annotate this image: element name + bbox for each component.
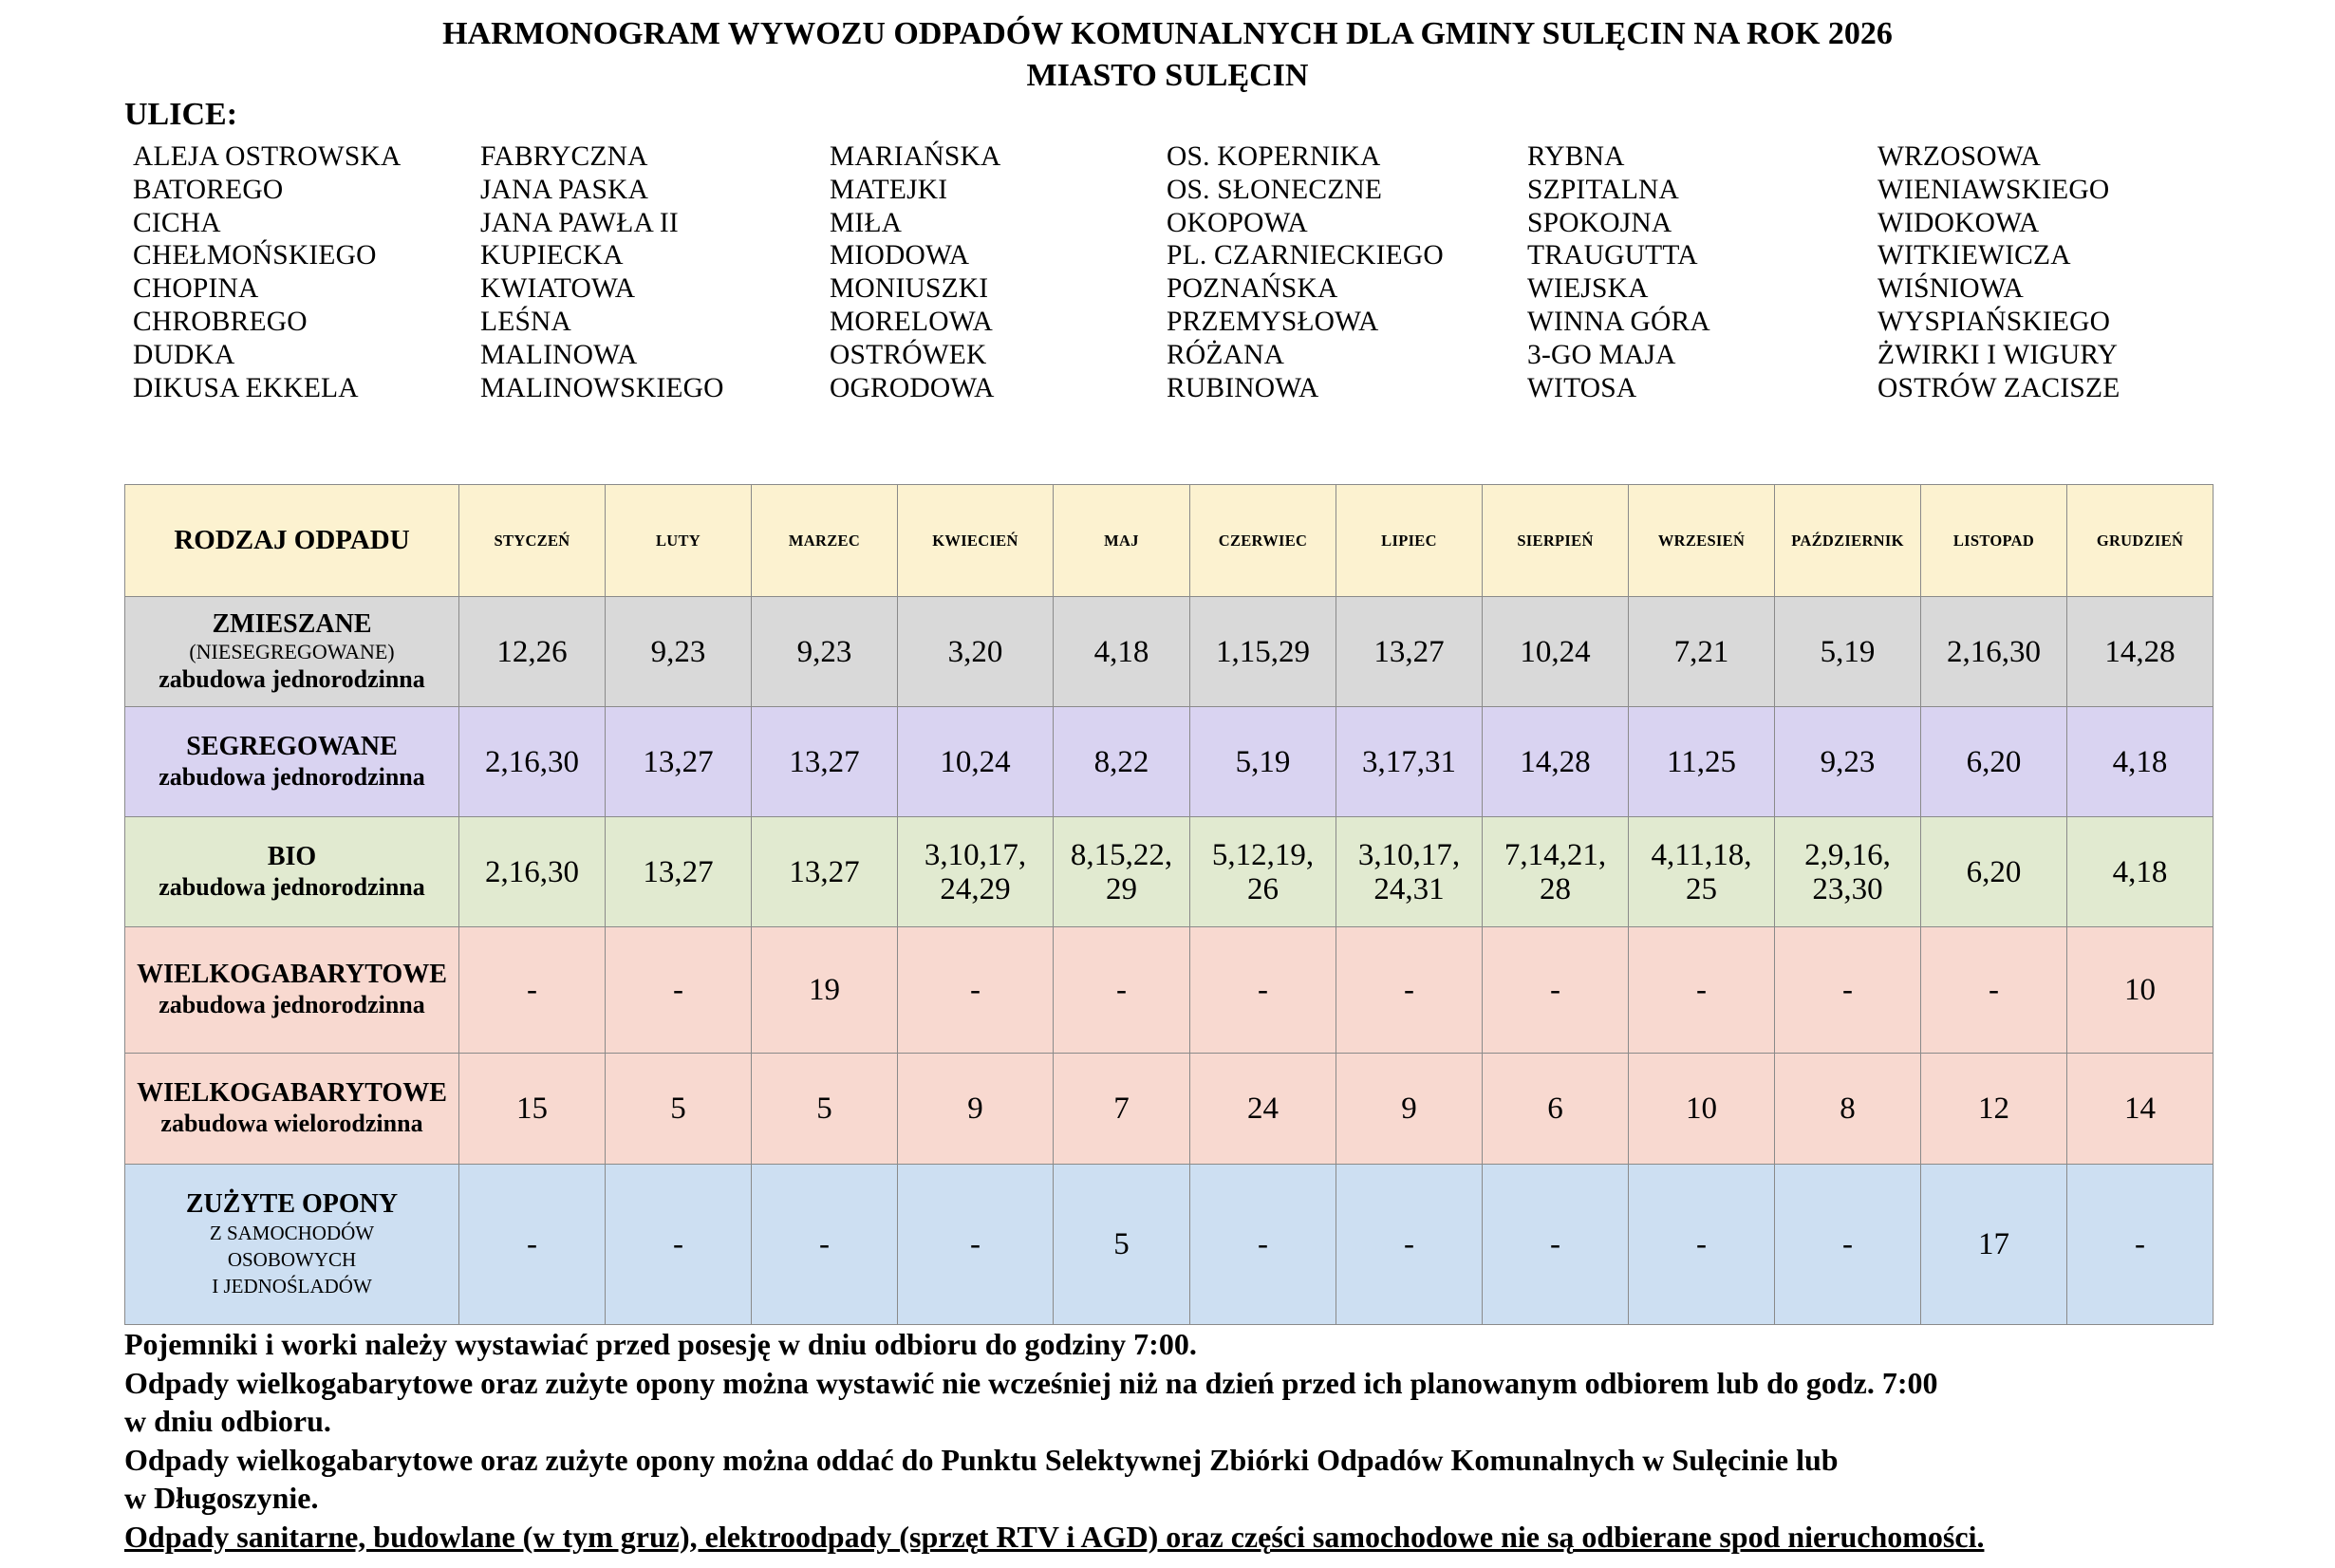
month-header	[1483, 485, 1629, 597]
collection-dates: -	[970, 973, 981, 1007]
collection-dates: 4,18	[2112, 744, 2168, 779]
collection-dates: 4,18	[1093, 634, 1149, 669]
collection-dates: 14,28	[1520, 744, 1591, 779]
collection-dates: 13,27	[643, 854, 714, 889]
table-row	[125, 927, 2214, 1054]
collection-dates-cell	[1921, 1054, 2067, 1165]
collection-dates-cell	[1921, 707, 2067, 817]
collection-dates-cell	[1775, 817, 1921, 927]
collection-dates-cell	[459, 707, 606, 817]
waste-type-cell	[125, 597, 459, 707]
collection-dates: 13,27	[1373, 634, 1445, 669]
collection-dates-cell	[2067, 927, 2214, 1054]
collection-dates-cell	[1054, 817, 1190, 927]
collection-dates: 28	[1540, 871, 1571, 906]
street-name: ALEJA OSTROWSKA	[133, 141, 402, 172]
collection-dates-cell	[1190, 1165, 1336, 1325]
street-name: ŻWIRKI I WIGURY	[1877, 339, 2119, 370]
collection-dates-cell	[1336, 707, 1483, 817]
collection-dates-cell	[459, 817, 606, 927]
collection-dates-cell	[1775, 707, 1921, 817]
collection-dates: -	[1550, 1227, 1560, 1261]
waste-type-cell	[125, 1165, 459, 1325]
collection-dates: 12,26	[496, 634, 568, 669]
collection-dates: 24	[1247, 1092, 1279, 1126]
collection-dates: 7,14,21,	[1504, 837, 1607, 872]
collection-dates-cell	[1921, 597, 2067, 707]
collection-dates: 5,12,19,	[1211, 837, 1315, 872]
collection-dates: 2,16,30	[1947, 634, 2041, 669]
street-name: OKOPOWA	[1167, 207, 1308, 238]
collection-dates: 15	[516, 1092, 548, 1126]
street-name: KWIATOWA	[480, 273, 636, 305]
collection-dates: 19	[809, 973, 840, 1007]
collection-dates: 3,10,17,	[1357, 837, 1461, 872]
waste-type-qualifier: (NIESEGREGOWANE)	[189, 639, 395, 663]
street-name: WIDOKOWA	[1877, 207, 2040, 238]
building-type: zabudowa jednorodzinna	[159, 762, 425, 791]
collection-dates-cell	[606, 597, 752, 707]
street-name: JANA PAWŁA II	[480, 207, 679, 238]
collection-dates: 1,15,29	[1216, 634, 1310, 669]
collection-dates-cell	[1629, 597, 1775, 707]
collection-dates: 14,28	[2104, 634, 2176, 669]
collection-dates: 26	[1247, 871, 1279, 906]
streets-heading: ULICE:	[124, 97, 238, 132]
collection-dates: 12	[1978, 1092, 2009, 1126]
collection-dates: -	[1116, 973, 1127, 1007]
collection-dates: 2,16,30	[485, 854, 579, 889]
street-name: SZPITALNA	[1527, 174, 1680, 205]
waste-type-header-label: RODZAJ ODPADU	[174, 525, 410, 555]
waste-type-detail: I JEDNOŚLADÓW	[212, 1275, 372, 1297]
collection-dates: -	[1258, 1227, 1268, 1261]
note-pszok: Odpady wielkogabarytowe oraz zużyte opony można oddać do Punktu Selektywnej Zbiórki Odpadów Komunalnych w Sulęcinie lub w Długoszynie.	[124, 1442, 1839, 1515]
collection-dates-cell	[1054, 597, 1190, 707]
notes	[124, 1325, 2213, 1556]
street-name: MORELOWA	[830, 306, 994, 337]
street-name: WIENIAWSKIEGO	[1877, 174, 2110, 205]
collection-dates: 13,27	[789, 744, 860, 779]
collection-dates-cell	[1190, 1054, 1336, 1165]
collection-dates-cell	[1483, 597, 1629, 707]
waste-type-name: WIELKOGABARYTOWE	[137, 960, 447, 989]
table-row	[125, 597, 2214, 707]
month-label: LUTY	[655, 531, 701, 550]
street-name: RÓŻANA	[1167, 339, 1285, 370]
month-header	[1629, 485, 1775, 597]
collection-dates-cell	[459, 597, 606, 707]
collection-dates-cell	[606, 927, 752, 1054]
collection-dates-cell	[1054, 707, 1190, 817]
street-column	[1877, 140, 2120, 404]
street-column	[480, 140, 724, 404]
collection-dates: -	[1404, 1227, 1414, 1261]
document-title: HARMONOGRAM WYWOZU ODPADÓW KOMUNALNYCH DLA GMINY SULĘCIN NA ROK 2026	[442, 16, 1893, 51]
collection-dates-cell	[1190, 597, 1336, 707]
street-name: WITKIEWICZA	[1877, 240, 2071, 271]
street-name: WIEJSKA	[1527, 273, 1649, 305]
collection-dates: 29	[1106, 871, 1137, 906]
collection-dates-cell	[2067, 707, 2214, 817]
street-name: MARIAŃSKA	[830, 141, 1001, 172]
collection-dates: 9,23	[1820, 744, 1876, 779]
collection-dates: 3,20	[947, 634, 1003, 669]
collection-dates-cell	[752, 927, 898, 1054]
collection-dates-cell	[1629, 707, 1775, 817]
collection-dates-cell	[459, 1165, 606, 1325]
street-column	[133, 140, 401, 404]
collection-dates: -	[673, 1227, 683, 1261]
collection-dates: 9	[967, 1092, 983, 1126]
collection-dates-cell	[2067, 817, 2214, 927]
collection-dates: -	[819, 1227, 830, 1261]
street-name: MIODOWA	[830, 240, 970, 271]
collection-dates: -	[1842, 1227, 1853, 1261]
street-name: WINNA GÓRA	[1527, 306, 1710, 337]
collection-dates-cell	[898, 597, 1054, 707]
collection-dates-cell	[1190, 927, 1336, 1054]
month-header	[1921, 485, 2067, 597]
collection-dates-cell	[1775, 1165, 1921, 1325]
collection-dates-cell	[1483, 707, 1629, 817]
month-label: MARZEC	[788, 531, 861, 550]
street-column	[830, 140, 1000, 404]
collection-dates: 24,29	[940, 871, 1011, 906]
street-name: JANA PASKA	[480, 174, 649, 205]
note-bins: Pojemniki i worki należy wystawiać przed posesję w dniu odbioru do godziny 7:00.	[124, 1327, 1197, 1361]
collection-dates: 3,10,17,	[924, 837, 1027, 872]
collection-dates-cell	[2067, 1165, 2214, 1325]
month-label: SIERPIEŃ	[1517, 531, 1594, 550]
collection-dates-cell	[606, 1165, 752, 1325]
street-name: OS. SŁONECZNE	[1167, 174, 1383, 205]
street-name: KUPIECKA	[480, 240, 624, 271]
collection-dates: 9,23	[796, 634, 852, 669]
collection-schedule-table	[124, 484, 2214, 1325]
collection-dates: -	[527, 973, 537, 1007]
street-name: MALINOWA	[480, 339, 638, 370]
building-type: zabudowa jednorodzinna	[159, 991, 425, 1018]
collection-dates-cell	[752, 817, 898, 927]
table-row	[125, 1054, 2214, 1165]
collection-dates: 10,24	[940, 744, 1011, 779]
street-name: SPOKOJNA	[1527, 207, 1672, 238]
street-name: CHEŁMOŃSKIEGO	[133, 240, 377, 271]
collection-dates: 23,30	[1812, 871, 1883, 906]
month-label: STYCZEŃ	[494, 531, 570, 550]
waste-type-cell	[125, 927, 459, 1054]
table-row	[125, 1165, 2214, 1325]
waste-type-cell	[125, 1054, 459, 1165]
street-name: POZNAŃSKA	[1167, 273, 1338, 305]
street-name: OGRODOWA	[830, 372, 995, 403]
street-name: FABRYCZNA	[480, 141, 648, 172]
street-name: OSTRÓWEK	[830, 339, 987, 370]
collection-dates-cell	[606, 1054, 752, 1165]
month-header	[2067, 485, 2214, 597]
street-name: CICHA	[133, 207, 221, 238]
collection-dates: 24,31	[1373, 871, 1445, 906]
street-name: RUBINOWA	[1167, 372, 1319, 403]
month-label: MAJ	[1104, 531, 1139, 550]
collection-dates-cell	[1336, 927, 1483, 1054]
waste-type-cell	[125, 707, 459, 817]
street-name: CHOPINA	[133, 273, 259, 305]
collection-dates-cell	[1483, 1165, 1629, 1325]
collection-dates: 9	[1401, 1092, 1417, 1126]
collection-dates: -	[1989, 973, 1999, 1007]
collection-dates-cell	[1190, 817, 1336, 927]
collection-dates: 10	[1686, 1092, 1717, 1126]
collection-dates-cell	[898, 1054, 1054, 1165]
month-label: KWIECIEŃ	[932, 531, 1018, 550]
collection-dates: -	[673, 973, 683, 1007]
collection-dates-cell	[898, 817, 1054, 927]
table-row	[125, 817, 2214, 927]
collection-dates-cell	[898, 927, 1054, 1054]
waste-type-detail: Z SAMOCHODÓW	[209, 1222, 375, 1244]
collection-dates-cell	[1921, 927, 2067, 1054]
collection-dates-cell	[606, 707, 752, 817]
collection-dates-cell	[1921, 1165, 2067, 1325]
street-column	[1167, 140, 1444, 404]
collection-dates: 10,24	[1520, 634, 1591, 669]
collection-dates: -	[1258, 973, 1268, 1007]
waste-type-detail: OSOBOWYCH	[227, 1248, 357, 1271]
collection-dates: 5	[816, 1092, 832, 1126]
collection-dates: 4,18	[2112, 854, 2168, 889]
month-label: LISTOPAD	[1952, 531, 2035, 550]
collection-dates-cell	[752, 1054, 898, 1165]
street-name: WIŚNIOWA	[1877, 273, 2024, 305]
collection-dates: 5	[670, 1092, 686, 1126]
collection-dates: 8	[1840, 1092, 1856, 1126]
collection-dates: -	[2135, 1227, 2145, 1261]
month-label: PAŹDZIERNIK	[1791, 531, 1904, 550]
collection-dates: 6,20	[1966, 854, 2022, 889]
waste-type-name: ZUŻYTE OPONY	[185, 1189, 399, 1219]
month-header	[1054, 485, 1190, 597]
collection-dates-cell	[1054, 1165, 1190, 1325]
street-column	[1527, 140, 1710, 404]
collection-dates-cell	[898, 1165, 1054, 1325]
month-header	[752, 485, 898, 597]
note-bulky-placement: Odpady wielkogabarytowe oraz zużyte opony można wystawić nie wcześniej niż na dzień przed ich planowanym odbiorem lub do godz. 7:00 w dniu odbioru.	[124, 1365, 1938, 1438]
month-header	[606, 485, 752, 597]
collection-dates-cell	[2067, 597, 2214, 707]
collection-dates: 8,15,22,	[1070, 837, 1173, 872]
collection-dates-cell	[1190, 707, 1336, 817]
collection-dates-cell	[1054, 927, 1190, 1054]
collection-dates: -	[1696, 1227, 1707, 1261]
street-name: WYSPIAŃSKIEGO	[1877, 306, 2111, 337]
collection-dates: -	[1404, 973, 1414, 1007]
month-header	[1336, 485, 1483, 597]
collection-dates: -	[527, 1227, 537, 1261]
collection-dates: 13,27	[789, 854, 860, 889]
street-name: OS. KOPERNIKA	[1167, 141, 1381, 172]
month-header	[1775, 485, 1921, 597]
street-name: WRZOSOWA	[1877, 141, 2042, 172]
collection-dates: 4,11,18,	[1651, 837, 1752, 872]
street-name: PRZEMYSŁOWA	[1167, 306, 1379, 337]
collection-dates: 7	[1113, 1092, 1130, 1126]
waste-type-name: WIELKOGABARYTOWE	[137, 1078, 447, 1108]
table-row	[125, 707, 2214, 817]
collection-dates: 17	[1978, 1227, 2009, 1261]
collection-dates: -	[1842, 973, 1853, 1007]
collection-dates-cell	[1483, 927, 1629, 1054]
collection-dates: 5	[1113, 1227, 1130, 1261]
waste-type-header	[125, 485, 459, 597]
table-header-row	[125, 485, 2214, 597]
collection-dates-cell	[1483, 1054, 1629, 1165]
collection-dates: 7,21	[1673, 634, 1729, 669]
collection-dates-cell	[1775, 927, 1921, 1054]
collection-dates: 10	[2124, 973, 2156, 1007]
waste-type-name: ZMIESZANE	[212, 608, 372, 639]
document-subtitle: MIASTO SULĘCIN	[1026, 58, 1309, 93]
collection-dates-cell	[1921, 817, 2067, 927]
street-name: MALINOWSKIEGO	[480, 372, 724, 403]
collection-dates: 9,23	[650, 634, 706, 669]
waste-type-name: BIO	[267, 841, 317, 871]
month-header	[1190, 485, 1336, 597]
collection-dates-cell	[1336, 1165, 1483, 1325]
month-label: GRUDZIEŃ	[2096, 531, 2184, 550]
waste-type-name: SEGREGOWANE	[186, 731, 398, 761]
collection-dates-cell	[1629, 1054, 1775, 1165]
building-type: zabudowa jednorodzinna	[159, 664, 425, 693]
collection-dates: 6	[1547, 1092, 1563, 1126]
collection-dates: -	[1550, 973, 1560, 1007]
collection-dates-cell	[1336, 1054, 1483, 1165]
building-type: zabudowa jednorodzinna	[159, 872, 425, 901]
collection-dates-cell	[606, 817, 752, 927]
collection-dates: 14	[2124, 1092, 2156, 1126]
collection-dates-cell	[752, 707, 898, 817]
collection-dates-cell	[1775, 597, 1921, 707]
collection-dates: 6,20	[1966, 744, 2022, 779]
street-name: CHROBREGO	[133, 306, 308, 337]
street-name: PL. CZARNIECKIEGO	[1167, 240, 1444, 271]
collection-dates-cell	[1629, 817, 1775, 927]
street-name: LEŚNA	[480, 306, 572, 337]
collection-dates-cell	[752, 1165, 898, 1325]
collection-dates: -	[1696, 973, 1707, 1007]
collection-dates-cell	[1336, 597, 1483, 707]
month-label: CZERWIEC	[1218, 531, 1308, 550]
collection-dates-cell	[898, 707, 1054, 817]
month-label: LIPIEC	[1381, 531, 1437, 550]
street-name: MONIUSZKI	[830, 273, 989, 305]
collection-dates-cell	[1775, 1054, 1921, 1165]
street-name: TRAUGUTTA	[1527, 240, 1698, 271]
collection-dates-cell	[1629, 927, 1775, 1054]
collection-dates-cell	[2067, 1054, 2214, 1165]
street-name: DIKUSA EKKELA	[133, 372, 359, 403]
street-name: 3-GO MAJA	[1527, 339, 1676, 370]
collection-dates: 8,22	[1093, 744, 1149, 779]
collection-dates: 2,16,30	[485, 744, 579, 779]
waste-type-cell	[125, 817, 459, 927]
collection-dates-cell	[459, 927, 606, 1054]
collection-dates: 11,25	[1666, 744, 1737, 779]
collection-dates-cell	[1054, 1054, 1190, 1165]
collection-dates: 2,9,16,	[1804, 837, 1891, 872]
month-header	[898, 485, 1054, 597]
street-name: MATEJKI	[830, 174, 948, 205]
collection-dates: 13,27	[643, 744, 714, 779]
street-name: OSTRÓW ZACISZE	[1877, 372, 2120, 403]
collection-dates: 25	[1686, 871, 1717, 906]
collection-dates-cell	[1629, 1165, 1775, 1325]
collection-dates: -	[970, 1227, 981, 1261]
collection-dates-cell	[752, 597, 898, 707]
month-header	[459, 485, 606, 597]
collection-dates-cell	[459, 1054, 606, 1165]
collection-dates-cell	[1483, 817, 1629, 927]
building-type: zabudowa wielorodzinna	[160, 1110, 423, 1137]
street-name: MIŁA	[830, 207, 903, 238]
street-name: RYBNA	[1527, 141, 1625, 172]
street-name: DUDKA	[133, 339, 235, 370]
collection-dates: 5,19	[1235, 744, 1291, 779]
street-name: BATOREGO	[133, 174, 284, 205]
collection-dates-cell	[1336, 817, 1483, 927]
street-name: WITOSA	[1527, 372, 1637, 403]
collection-dates: 5,19	[1820, 634, 1876, 669]
note-not-collected: Odpady sanitarne, budowlane (w tym gruz), elektroodpady (sprzęt RTV i AGD) oraz części samochodowe nie są odbierane spod nieruchomości.	[124, 1519, 1985, 1554]
collection-dates: 3,17,31	[1362, 744, 1456, 779]
month-label: WRZESIEŃ	[1657, 531, 1746, 550]
